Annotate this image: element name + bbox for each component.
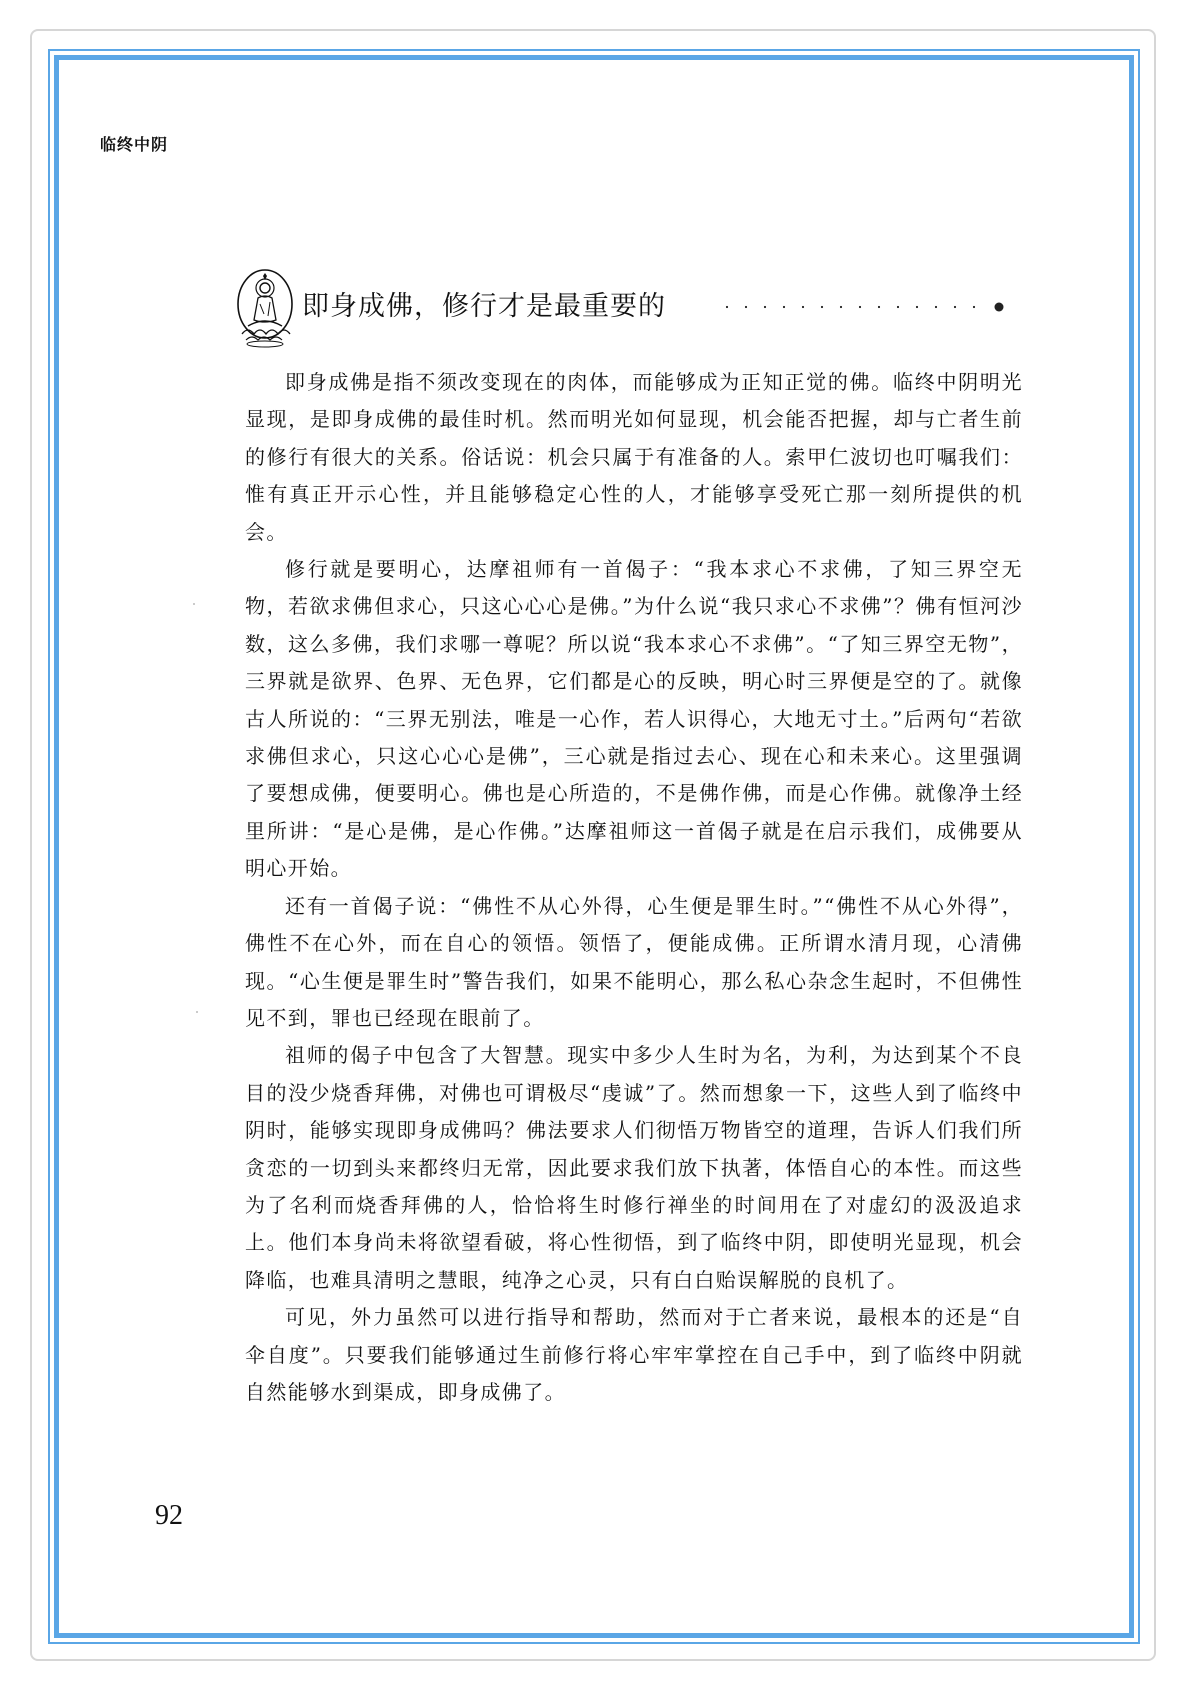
paragraph: 修行就是要明心，达摩祖师有一首偈子：“我本求心不求佛，了知三界空无物，若欲求佛但求心，只这心心心是佛。”为什么说“我只求心不求佛”？佛有恒河沙数，这么多佛，我们求哪一尊呢？所以说“我本求心不求佛”。“了知三界空无物”，三界就是欲界、色界、无色界，它们都是心的反映，明心时三界便是空的了。就像古人所说的：“三界无别法，唯是一心作，若人识得心，大地无寸土。”后两句“若欲求佛但求心，只这心心心是佛”，三心就是指过去心、现在心和未来心。这里强调了要想成佛，便要明心。佛也是心所造的，不是佛作佛，而是心作佛。就像净土经里所讲：“是心是佛，是心作佛。”达摩祖师这一首偈子就是在启示我们，成佛要从明心开始。 [245, 557, 1023, 881]
body-text [245, 364, 1023, 1411]
dot-leader [724, 302, 1009, 312]
paragraph: 祖师的偈子中包含了大智慧。现实中多少人生时为名，为利，为达到某个不良目的没少烧香拜佛，对佛也可谓极尽“虔诚”了。然而想象一下，这些人到了临终中阴时，能够实现即身成佛吗？佛法要求人们彻悟万物皆空的道理，告诉人们我们所贪恋的一切到头来都终归无常，因此要求我们放下执著，体悟自心的本性。而这些为了名利而烧香拜佛的人，恰恰将生时修行禅坐的时间用在了对虚幻的汲汲追求上。他们本身尚未将欲望看破，将心性彻悟，到了临终中阴，即使明光显现，机会降临，也难具清明之慧眼，纯净之心灵，只有白白贻误解脱的良机了。 [245, 1043, 1023, 1292]
paragraph: 可见，外力虽然可以进行指导和帮助，然而对于亡者来说，最根本的还是“自伞自度”。只要我们能够通过生前修行将心牢牢掌控在自己手中，到了临终中阴就自然能够水到渠成，即身成佛了。 [245, 1305, 1023, 1404]
section-heading [234, 268, 1034, 348]
running-head: 临终中阴 [100, 135, 169, 154]
buddha-icon [234, 268, 296, 348]
page-number: 92 [155, 1500, 183, 1531]
section-heading-text: 即身成佛，修行才是最重要的 [302, 291, 666, 322]
paragraph: 还有一首偈子说：“佛性不从心外得，心生便是罪生时。”“佛性不从心外得”，佛性不在心外，而在自心的领悟。领悟了，便能成佛。正所谓水清月现，心清佛现。“心生便是罪生时”警告我们，如果不能明心，那么私心杂念生起时，不但佛性见不到，罪也已经现在眼前了。 [245, 893, 1023, 1030]
scan-speck [193, 603, 195, 605]
scan-speck [196, 1011, 198, 1013]
leader-end-dot [995, 303, 1004, 312]
paragraph: 即身成佛是指不须改变现在的肉体，而能够成为正知正觉的佛。临终中阴明光显现，是即身成佛的最佳时机。然而明光如何显现，机会能否把握，却与亡者生前的修行有很大的关系。俗话说：机会只属于有准备的人。索甲仁波切也叮嘱我们：惟有真正开示心性，并且能够稳定心性的人，才能够享受死亡那一刻所提供的机会。 [245, 370, 1023, 544]
